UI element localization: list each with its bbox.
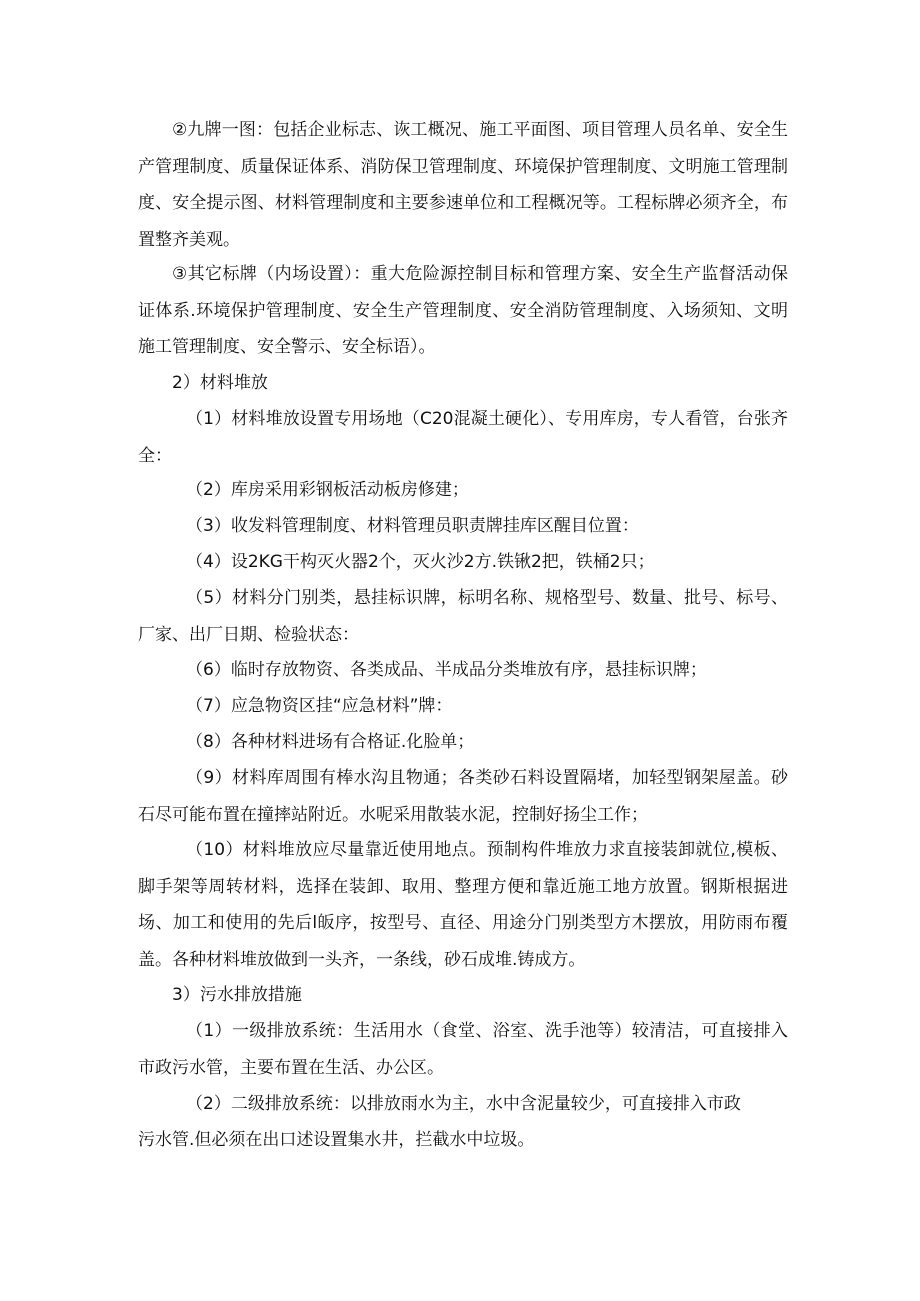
list-item: （6）临时存放物资、各类成品、半成品分类堆放有序，悬挂标识牌；: [186, 660, 707, 680]
section-heading-sewage-discharge: 3）污水排放措施: [172, 985, 302, 1005]
list-item: （2）库房采用彩钢板活动板房修建；: [186, 480, 469, 500]
list-item: （1）材料堆放设置专用场地（C20混凝土硬化）、专用库房，专人看管，台张齐全：: [138, 409, 788, 466]
list-item: （3）收发料管理制度、材料管理员职责牌挂库区醒目位置：: [186, 516, 639, 536]
list-item: （7）应急物资区挂“应急材料”牌：: [186, 696, 453, 716]
paragraph-other-signs: ③其它标牌（内场设置）：重大危险源控制目标和管理方案、安全生产监督活动保证体系.环境保护管理制度、安全生产管理制度、安全消防管理制度、入场须知、文明施工管理制度、安全警示、安全标语）。: [138, 264, 788, 357]
section-heading-material-stacking: 2）材料堆放: [172, 373, 268, 393]
list-item: （9）材料库周围有棒水沟且物通；各类砂石料设置隔堵，加轻型钢架屋盖。砂石尽可能布置在撞摔站附近。水呢采用散装水泥，控制好扬尘工作；: [138, 768, 788, 825]
list-item: （5）材料分门别类，悬挂标识牌，标明名称、规格型号、数量、批号、标号、厂家、出厂日期、检验状态：: [138, 588, 788, 645]
list-item: （10）材料堆放应尽量靠近使用地点。预制构件堆放力求直接装卸就位,模板、脚手架等周转材料，选择在装卸、取用、整理方便和靠近施工地方放置。钢斯根据进场、加工和使用的先后l皈序，按型号、直径、用途分门别类型方木摆放，用防雨布覆盖。各种材料堆放做到一头齐，一条线，砂石成堆.铸成方。: [138, 840, 788, 970]
list-item: （4）设2KG干构灭火器2个，灭火沙2方.铁锹2把，铁桶2只；: [186, 552, 655, 572]
list-item-continuation: 污水管.但必须在出口述设置集水井，拦截水中垃圾。: [138, 1130, 535, 1150]
list-item: （1）一级排放系统：生活用水（食堂、浴室、洗手池等）较清洁，可直接排入市政污水管，主要布置在生活、办公区。: [138, 1021, 788, 1078]
list-item: （2）二级排放系统：以排放雨水为主，水中含泥量较少，可直接排入市政: [186, 1094, 741, 1114]
paragraph-nine-signs: ②九牌一图：包括企业标志、诙工概况、施工平面图、项目管理人员名单、安全生产管理制度、质量保证体系、消防保卫管理制度、环境保护管理制度、文明施工管理制度、安全提示图、材料管理制度和主要参速单位和工程概况等。工程标牌必须齐全，布置整齐美观。: [138, 120, 788, 250]
list-item: （8）各种材料进场有合格证.化脸单；: [186, 732, 475, 752]
